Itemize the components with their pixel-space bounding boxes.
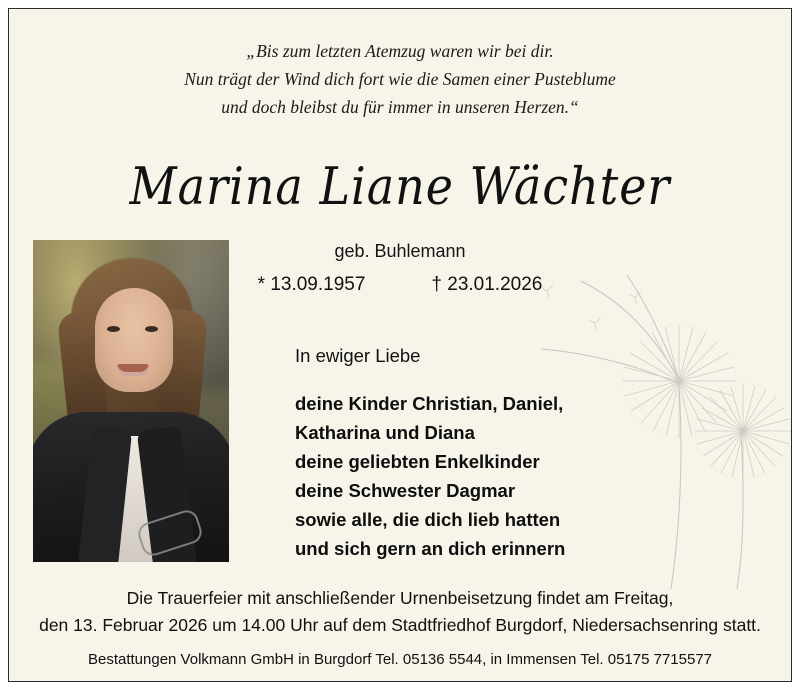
family-line-4: deine Schwester Dagmar xyxy=(295,480,516,501)
portrait-photo xyxy=(33,240,229,562)
family-line-2: Katharina und Diana xyxy=(295,422,475,443)
ceremony-details xyxy=(9,585,791,639)
maiden-name: geb. Buhlemann xyxy=(334,241,466,261)
deceased-name: Marina Liane Wächter xyxy=(129,155,671,217)
ceremony-line-1: Die Trauerfeier mit anschließender Urnenbeisetzung findet am Freitag, xyxy=(126,588,674,608)
portrait-eye-right xyxy=(145,326,158,332)
quote-line-1: „Bis zum letzten Atemzug waren wir bei dir. xyxy=(246,41,554,61)
death-date: † 23.01.2026 xyxy=(431,274,543,295)
portrait-eye-left xyxy=(107,326,120,332)
quote-line-3: und doch bleibst du für immer in unseren Herzen.“ xyxy=(221,97,579,117)
family-line-6: und sich gern an dich erinnern xyxy=(295,538,566,559)
portrait-smile xyxy=(117,364,149,376)
funeral-home-info: Bestattungen Volkmann GmbH in Burgdorf Tel. 05136 5544, in Immensen Tel. 05175 7715577 xyxy=(87,651,713,668)
ceremony-line-2: den 13. Februar 2026 um 14.00 Uhr auf dem Stadtfriedhof Burgdorf, Niedersachsenring statt. xyxy=(39,615,761,635)
family-line-5: sowie alle, die dich lieb hatten xyxy=(295,509,561,530)
dandelion-illustration xyxy=(531,271,791,591)
family-line-3: deine geliebten Enkelkinder xyxy=(295,451,540,472)
birth-date: * 13.09.1957 xyxy=(257,274,366,295)
obituary-notice xyxy=(8,8,792,682)
dedication-text: In ewiger Liebe xyxy=(295,345,421,366)
family-list xyxy=(295,389,565,563)
memorial-quote xyxy=(9,37,791,121)
family-line-1: deine Kinder Christian, Daniel, xyxy=(295,393,564,414)
quote-line-2: Nun trägt der Wind dich fort wie die Samen einer Pusteblume xyxy=(184,69,616,89)
portrait-face xyxy=(95,288,173,392)
